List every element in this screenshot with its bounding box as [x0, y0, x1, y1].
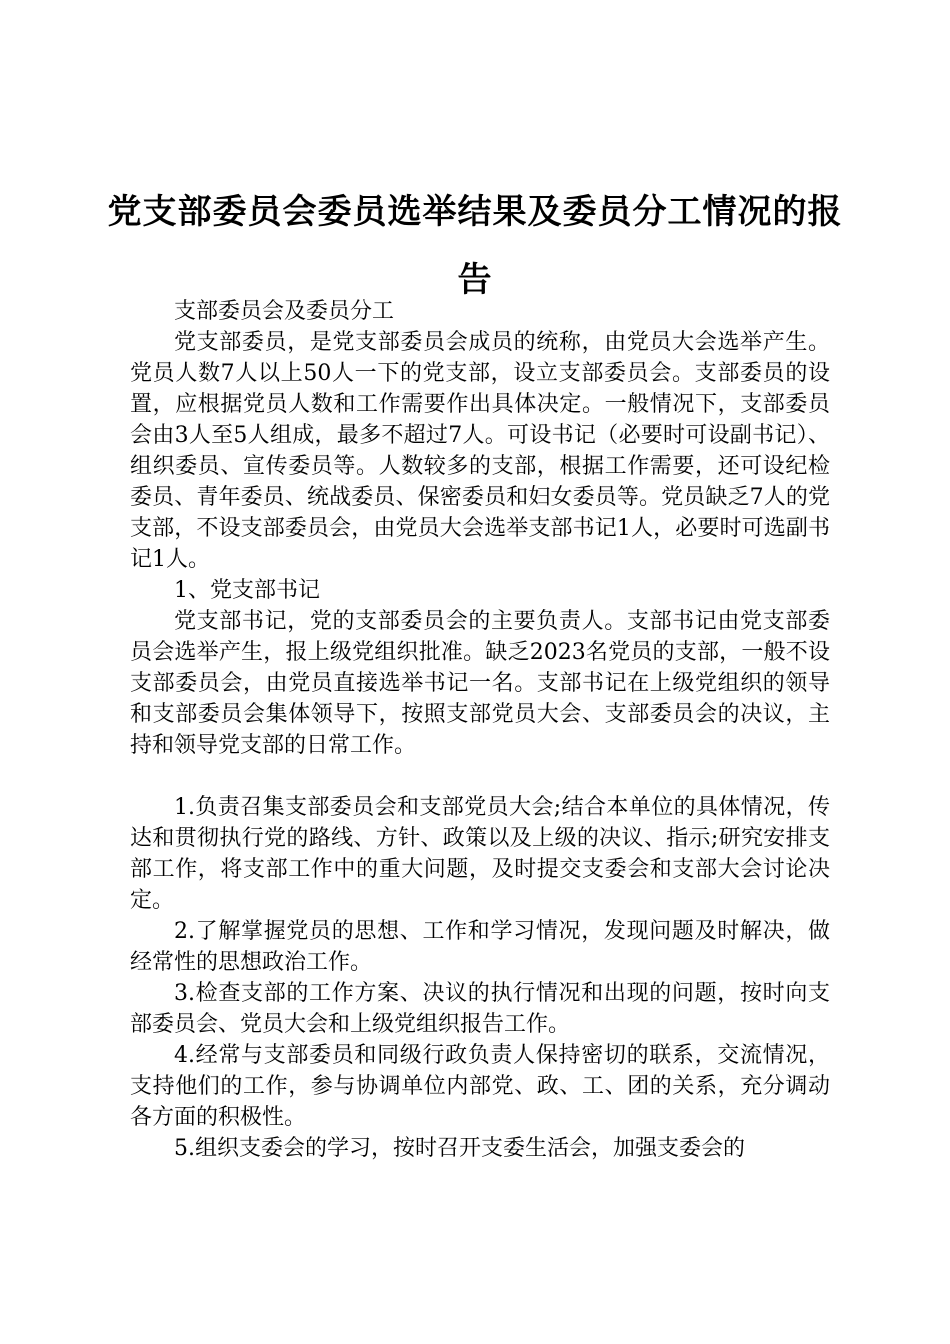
- paragraph-duty-3: 3.检查支部的工作方案、决议的执行情况和出现的问题，按时向支部委员会、党员大会和上级党组织报告工作。: [130, 981, 830, 1037]
- paragraph-duty-5: 5.组织支委会的学习，按时召开支委生活会，加强支委会的: [174, 1136, 745, 1161]
- paragraph-secretary-heading: 1、党支部书记: [174, 578, 320, 603]
- paragraph-secretary-description: 党支部书记，党的支部委员会的主要负责人。支部书记由党支部委员会选举产生，报上级党组织批准。缺乏2023名党员的支部，一般不设支部委员会，由党员直接选举书记一名。支部书记在上级党组织的领导和支部委员会集体领导下，按照支部党员大会、支部委员会的决议，主持和领导党支部的日常工作。: [130, 609, 830, 758]
- document-body: [130, 296, 830, 1164]
- paragraph-committee-intro: 党支部委员，是党支部委员会成员的统称，由党员大会选举产生。党员人数7人以上50人一下的党支部，设立支部委员会。支部委员的设置，应根据党员人数和工作需要作出具体决定。一般情况下，支部委员会由3人至5人组成，最多不超过7人。可设书记（必要时可设副书记）、组织委员、宣传委员等。人数较多的支部，根据工作需要，还可设纪检委员、青年委员、统战委员、保密委员和妇女委员等。党员缺乏7人的党支部，不设支部委员会，由党员大会选举支部书记1人，必要时可选副书记1人。: [130, 330, 830, 572]
- paragraph-duty-4: 4.经常与支部委员和同级行政负责人保持密切的联系，交流情况，支持他们的工作，参与协调单位内部党、政、工、团的关系，充分调动各方面的积极性。: [130, 1043, 830, 1130]
- document-title: 党支部委员会委员选举结果及委员分工情况的报告: [107, 192, 843, 300]
- paragraph-duty-2: 2.了解掌握党员的思想、工作和学习情况，发现问题及时解决，做经常性的思想政治工作。: [130, 919, 830, 975]
- paragraph-duty-1: 1.负责召集支部委员会和支部党员大会;结合本单位的具体情况，传达和贯彻执行党的路线、方针、政策以及上级的决议、指示;研究安排支部工作，将支部工作中的重大问题，及时提交支委会和支部大会讨论决定。: [130, 795, 830, 913]
- paragraph-section-heading: 支部委员会及委员分工: [174, 299, 395, 324]
